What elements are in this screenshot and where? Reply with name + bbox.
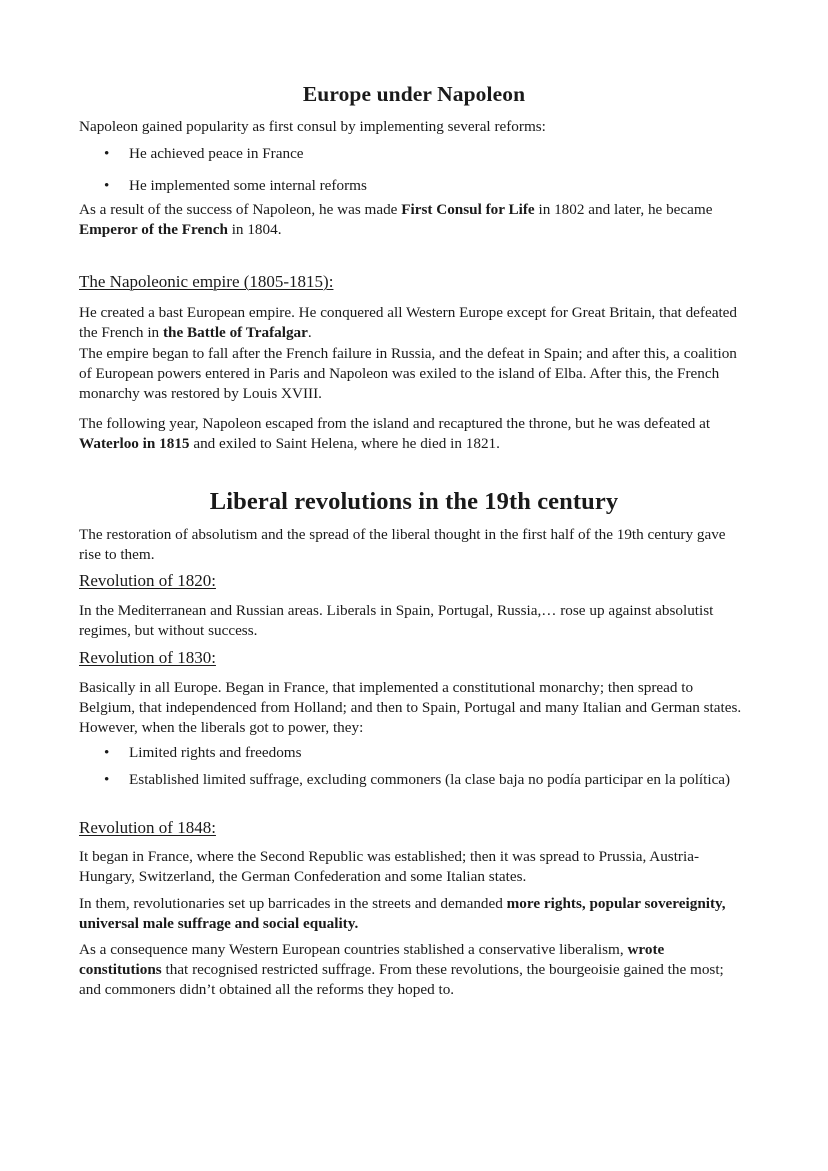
paragraph-text xyxy=(79,894,749,934)
revolution-1848-paragraph-1 xyxy=(79,847,749,887)
bullet-icon: • xyxy=(104,145,110,162)
paragraph-text: Basically in all Europe. Began in France, that implemented a constitutional monarchy; then spread to Belgium, that independenced from Holland; and then to Spain, Portugal and many Italian and German states. However, when the liberals got to power, they: xyxy=(79,679,742,736)
section-liberal-revolutions xyxy=(79,487,749,516)
list-item xyxy=(79,144,749,164)
revolution-1820-paragraph xyxy=(79,601,749,641)
text-run-bold: the Battle of Trafalgar xyxy=(162,323,308,341)
paragraph-text: In the Mediterranean and Russian areas. Liberals in Spain, Portugal, Russia,… rose up against absolutist regimes, but without success. xyxy=(79,602,714,639)
text-run-bold: wrote constitutions xyxy=(79,941,665,978)
list-item xyxy=(79,176,749,196)
paragraph-text xyxy=(79,414,749,454)
revolution-1848-paragraph-2 xyxy=(79,894,749,934)
paragraph-text: Napoleon gained popularity as first consul by implementing several reforms: xyxy=(79,118,546,135)
section-napoleon xyxy=(79,82,749,108)
text-run: In them, revolutionaries set up barricades in the streets and demanded xyxy=(79,895,507,912)
page-title-liberal-revolutions: Liberal revolutions in the 19th century xyxy=(209,488,619,515)
text-run: As a result of the success of Napoleon, he was made xyxy=(79,201,402,218)
bullet-icon: • xyxy=(104,176,110,194)
list-item-label: He implemented some internal reforms xyxy=(129,176,367,194)
text-run: that recognised restricted suffrage. From these revolutions, the bourgeoisie gained the most; and commoners didn’t obtained all the reforms they hoped to. xyxy=(79,960,724,998)
paragraph-text xyxy=(79,200,749,240)
empire-paragraph-3 xyxy=(79,414,749,454)
text-run: and exiled to Saint Helena, where he died in 1821. xyxy=(189,434,500,452)
section-revolution-1830 xyxy=(79,647,749,668)
page-title-europe-under-napoleon: Europe under Napoleon xyxy=(302,82,526,106)
napoleon-reforms-list xyxy=(79,144,749,196)
empire-paragraph-2 xyxy=(79,344,749,403)
empire-paragraph-1 xyxy=(79,303,749,343)
subheading-revolution-1830: Revolution of 1830: xyxy=(79,648,216,667)
paragraph-text: The restoration of absolutism and the spread of the liberal thought in the first half of the 19th century gave rise to them. xyxy=(79,526,726,563)
text-run: in 1802 and later, he became xyxy=(534,201,713,218)
revolution-1830-outcomes-list xyxy=(79,743,749,790)
text-run: . xyxy=(307,323,312,341)
list-item-label: Established limited suffrage, excluding commoners (la clase baja no podía participar en la política) xyxy=(129,770,731,788)
text-run: in 1804. xyxy=(227,220,282,238)
text-run: As a consequence many Western European countries stablished a conservative liberalism, xyxy=(79,941,628,958)
list-item xyxy=(79,743,749,763)
bullet-icon: • xyxy=(104,770,110,788)
section-revolution-1848 xyxy=(79,817,749,838)
revolution-1848-paragraph-3 xyxy=(79,940,749,999)
paragraph-text: It began in France, where the Second Republic was established; then it was spread to Prussia, Austria-Hungary, Switzerland, the German Confederation and some Italian states. xyxy=(79,848,700,885)
text-run: The following year, Napoleon escaped from the island and recaptured the throne, but he was defeated at xyxy=(79,415,711,432)
list-item-label: He achieved peace in France xyxy=(129,145,304,162)
text-run-bold: First Consul for Life xyxy=(401,201,535,218)
text-run-bold: Emperor of the French xyxy=(79,220,228,238)
text-run-bold: Waterloo in 1815 xyxy=(79,434,190,452)
list-item xyxy=(79,770,749,790)
paragraph-text: The empire began to fall after the French failure in Russia, and the defeat in Spain; and after this, a coalition of European powers entered in Paris and Napoleon was exiled to the island of Elba. After this, the French monarchy was restored by Louis XVIII. xyxy=(79,345,737,402)
subheading-revolution-1848: Revolution of 1848: xyxy=(79,818,216,837)
section-napoleonic-empire xyxy=(79,271,749,292)
napoleon-result-paragraph xyxy=(79,200,749,240)
text-run: He created a bast European empire. He conquered all Western Europe except for Great Britain, that defeated the French in xyxy=(79,304,738,341)
paragraph-text xyxy=(79,940,749,999)
list-item-label: Limited rights and freedoms xyxy=(129,744,302,761)
napoleon-intro-paragraph xyxy=(79,117,749,137)
section-revolution-1820 xyxy=(79,570,749,591)
liberal-intro-paragraph xyxy=(79,525,749,565)
revolution-1830-paragraph xyxy=(79,678,749,737)
text-run-bold: more rights, popular sovereignity, universal male suffrage and social equality. xyxy=(79,895,726,932)
subheading-revolution-1820: Revolution of 1820: xyxy=(79,571,216,590)
paragraph-text xyxy=(79,303,749,343)
subheading-napoleonic-empire: The Napoleonic empire (1805-1815): xyxy=(79,272,334,291)
bullet-icon: • xyxy=(104,744,110,761)
